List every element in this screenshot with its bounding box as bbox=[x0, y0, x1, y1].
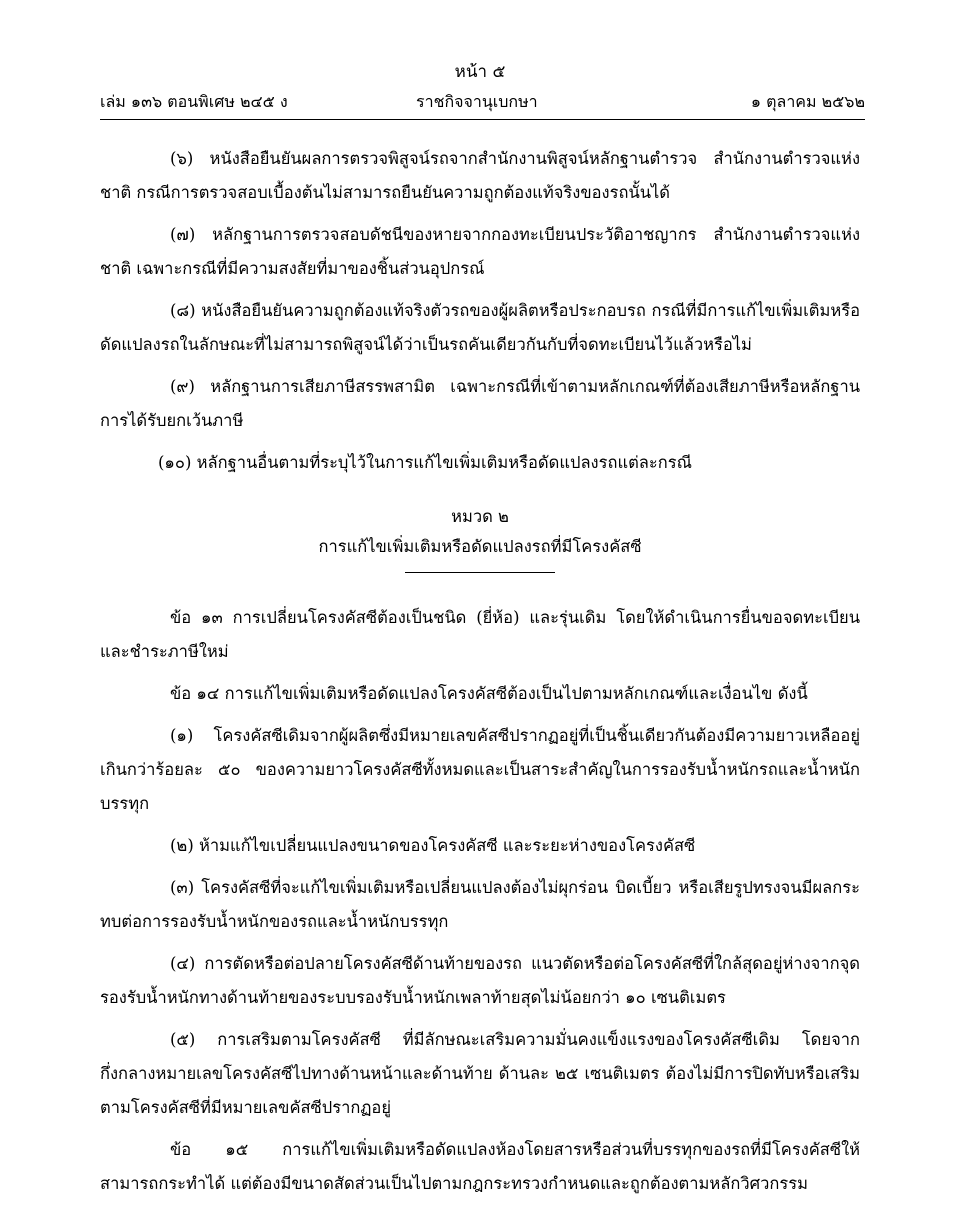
chapter-heading: หมวด ๒ bbox=[451, 507, 509, 526]
clause-14-item-4: (๔) การตัดหรือต่อปลายโครงคัสซีด้านท้ายของรถ แนวตัดหรือต่อโครงคัสซีที่ใกล้สุดอยู่ห่างจากจุดรองรับน้ำหนักทางด้านท้ายของระบบรองรับน้ำหนักเพลาท้ายสุดไม่น้อยกว่า ๑๐ เซนติเมตร bbox=[100, 954, 860, 1007]
clause-14-item-3: (๓) โครงคัสซีที่จะแก้ไขเพิ่มเติมหรือเปลี่ยนแปลงต้องไม่ผุกร่อน บิดเบี้ยว หรือเสียรูปทรงจนมีผลกระทบต่อการรองรับน้ำหนักของรถและน้ำหนักบรรทุก bbox=[100, 878, 860, 931]
document-body bbox=[100, 142, 860, 1209]
gazette-name: ราชกิจจานุเบกษา bbox=[416, 92, 538, 111]
clause-15: ข้อ ๑๕ การแก้ไขเพิ่มเติมหรือดัดแปลงห้องโดยสารหรือส่วนที่บรรทุกของรถที่มีโครงคัสซีให้สามารถกระทำได้ แต่ต้องมีขนาดสัดส่วนเป็นไปตามกฎกระทรวงกำหนดและถูกต้องตามหลักวิศวกรรม bbox=[100, 1140, 860, 1193]
paragraph-item-8: (๘) หนังสือยืนยันความถูกต้องแท้จริงตัวรถของผู้ผลิตหรือประกอบรถ กรณีที่มีการแก้ไขเพิ่มเติมหรือดัดแปลงรถในลักษณะที่ไม่สามารถพิสูจน์ได้ว่าเป็นรถคันเดียวกันกับที่จดทะเบียนไว้แล้วหรือไม่ bbox=[100, 301, 860, 354]
chapter-divider bbox=[405, 572, 555, 573]
publication-date: ๑ ตุลาคม ๒๕๖๒ bbox=[750, 92, 865, 111]
paragraph-item-7: (๗) หลักฐานการตรวจสอบดัชนีของหายจากกองทะเบียนประวัติอาชญากร สำนักงานตำรวจแห่งชาติ เฉพาะกรณีที่มีความสงสัยที่มาของชิ้นส่วนอุปกรณ์ bbox=[100, 225, 860, 278]
paragraph-item-6: (๖) หนังสือยืนยันผลการตรวจพิสูจน์รถจากสำนักงานพิสูจน์หลักฐานตำรวจ สำนักงานตำรวจแห่งชาติ กรณีการตรวจสอบเบื้องต้นไม่สามารถยืนยันความถูกต้องแท้จริงของรถนั้นได้ bbox=[100, 149, 860, 202]
clause-14-item-2: (๒) ห้ามแก้ไขเปลี่ยนแปลงขนาดของโครงคัสซี และระยะห่างของโครงคัสซี bbox=[170, 836, 696, 855]
paragraph-item-9: (๙) หลักฐานการเสียภาษีสรรพสามิต เฉพาะกรณีที่เข้าตามหลักเกณฑ์ที่ต้องเสียภาษีหรือหลักฐานการได้รับยกเว้นภาษี bbox=[100, 377, 860, 430]
clause-14-item-5: (๕) การเสริมตามโครงคัสซี ที่มีลักษณะเสริมความมั่นคงแข็งแรงของโครงคัสซีเดิม โดยจากกึ่งกลางหมายเลขโครงคัสซีไปทางด้านหน้าและด้านท้าย ด้านละ ๒๕ เซนติเมตร ต้องไม่มีการปิดทับหรือเสริมตามโครงคัสซีที่มีหมายเลขคัสซีปรากฏอยู่ bbox=[100, 1030, 860, 1117]
running-header bbox=[100, 90, 865, 114]
page-number: หน้า ๕ bbox=[454, 62, 506, 82]
volume-issue: เล่ม ๑๓๖ ตอนพิเศษ ๒๔๕ ง bbox=[100, 92, 288, 111]
paragraph-item-10: (๑๐) หลักฐานอื่นตามที่ระบุไว้ในการแก้ไขเพิ่มเติมหรือดัดแปลงรถแต่ละกรณี bbox=[158, 453, 692, 472]
clause-14: ข้อ ๑๔ การแก้ไขเพิ่มเติมหรือดัดแปลงโครงคัสซีต้องเป็นไปตามหลักเกณฑ์และเงื่อนไข ดังนี้ bbox=[170, 684, 808, 703]
clause-13: ข้อ ๑๓ การเปลี่ยนโครงคัสซีต้องเป็นชนิด (ยี่ห้อ) และรุ่นเดิม โดยให้ดำเนินการยื่นขอจดทะเบียนและชำระภาษีใหม่ bbox=[100, 608, 860, 661]
header-rule bbox=[100, 119, 865, 120]
clause-14-item-1: (๑) โครงคัสซีเดิมจากผู้ผลิตซึ่งมีหมายเลขคัสซีปรากฏอยู่ที่เป็นชิ้นเดียวกันต้องมีความยาวเหลืออยู่เกินกว่าร้อยละ ๕๐ ของความยาวโครงคัสซีทั้งหมดและเป็นสาระสำคัญในการรองรับน้ำหนักรถและน้ำหนักบรรทุก bbox=[100, 726, 860, 813]
chapter-title: การแก้ไขเพิ่มเติมหรือดัดแปลงรถที่มีโครงคัสซี bbox=[318, 537, 642, 556]
